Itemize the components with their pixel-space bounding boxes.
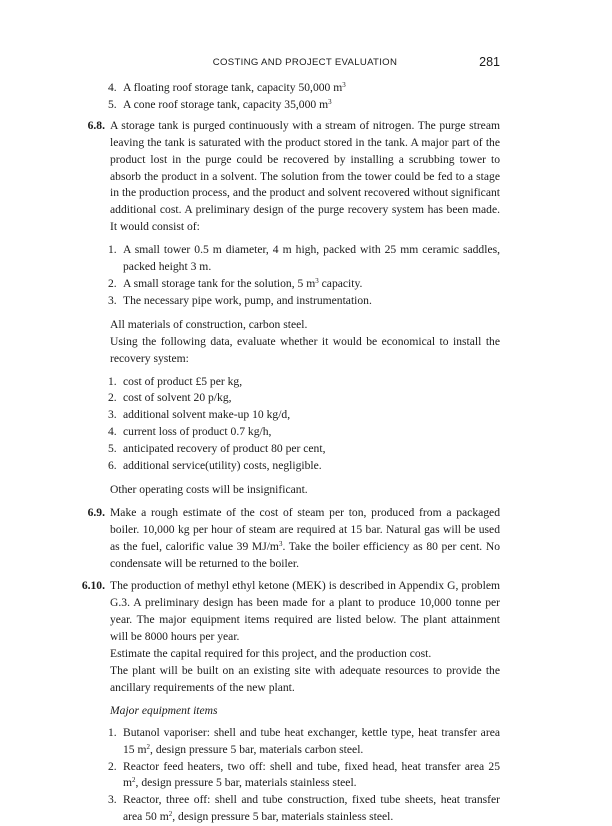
- list-item: 1. A small tower 0.5 m diameter, 4 m high, packed with 25 mm ceramic saddles, packed height 3 m.: [108, 243, 500, 274]
- problem-text: Make a rough estimate of the cost of steam per ton, produced from a packaged boiler. 10,000 kg per hour of steam are required at 15 bar. Natural gas will be used as the fuel, calorific value 39 $MJ/m^3$. Take the boiler efficiency as 80 per cent. No condensate will be returned to the boiler.: [110, 505, 501, 570]
- running-header: [110, 55, 500, 71]
- list-item: 6. additional service(utility) costs, negligible.: [108, 459, 322, 473]
- list-item: 5. anticipated recovery of product 80 per cent,: [108, 442, 326, 456]
- list-item: 3. The necessary pipe work, pump, and instrumentation.: [108, 293, 372, 307]
- equipment-list: [108, 725, 500, 826]
- other-costs-text: Other operating costs will be insignificant.: [110, 482, 308, 496]
- problem-6-9: [0, 505, 612, 573]
- continued-list: [108, 80, 500, 114]
- problem-number: 6.9.: [87, 505, 105, 519]
- list-item: 2. A small storage tank for the solution, 5 $m^3$ capacity.: [108, 276, 363, 290]
- plant-text: The plant will be built on an existing site with adequate resources to provide the ancillary requirements of the new plant.: [110, 664, 500, 694]
- estimate-text: Estimate the capital required for this project, and the production cost.: [110, 647, 432, 661]
- page-content: [0, 80, 612, 826]
- list-item: 4. current loss of product 0.7 kg/h,: [108, 425, 272, 439]
- list-item: 2. Reactor feed heaters, two off: shell and tube, fixed head, heat transfer area 25 $m^2$, design pressure 5 bar, materials stainless steel.: [108, 759, 500, 790]
- problem-number: 6.10.: [81, 579, 105, 593]
- using-text: Using the following data, evaluate whether it would be economical to install the recovery system:: [110, 334, 500, 365]
- list-item: 2. cost of solvent 20 p/kg,: [108, 391, 232, 405]
- list-item: 3. additional solvent make-up 10 kg/d,: [108, 408, 291, 422]
- data-list: [108, 374, 500, 475]
- problem-6-10: [0, 578, 612, 646]
- list-item: 4. A floating roof storage tank, capacity 50,000 $m^3$: [108, 81, 346, 94]
- list-item: 3. Reactor, three off: shell and tube construction, fixed tube sheets, heat transfer area 50 $m^2$, design pressure 5 bar, materials stainless steel.: [108, 793, 500, 824]
- list-item: 5. A cone roof storage tank, capacity 35,000 $m^3$: [108, 97, 332, 111]
- header-title: COSTING AND PROJECT EVALUATION: [212, 57, 398, 68]
- page-number: 281: [479, 55, 500, 69]
- purge-system-list: [108, 242, 500, 310]
- problem-text: The production of methyl ethyl ketone (MEK) is described in Appendix G, problem G.3. A preliminary design has been made for a plant to produce 10,000 tonne per year. The major equipment items required are listed below. The plant attainment will be 8000 hours per year.: [110, 579, 500, 644]
- problem-6-8: [0, 118, 612, 236]
- list-item: 1. Butanol vaporiser: shell and tube heat exchanger, kettle type, heat transfer area 15 $m^2$, design pressure 5 bar, materials carbon steel.: [108, 725, 500, 756]
- list-item: 1. cost of product £5 per kg,: [108, 374, 243, 388]
- materials-text: All materials of construction, carbon steel.: [110, 317, 308, 331]
- problem-text: A storage tank is purged continuously with a stream of nitrogen. The purge stream leaving the tank is saturated with the product stored in the tank. A major part of the product lost in the purge could be recovered by installing a scrubbing tower to absorb the product in a solvent. The solution from the tower could be fed to a stage in the production process, and the product and solvent recovered without significant additional cost. A preliminary design of the purge recovery system has been made. It would consist of:: [110, 118, 500, 234]
- problem-number: 6.8.: [87, 118, 105, 132]
- equipment-heading: Major equipment items: [110, 703, 218, 717]
